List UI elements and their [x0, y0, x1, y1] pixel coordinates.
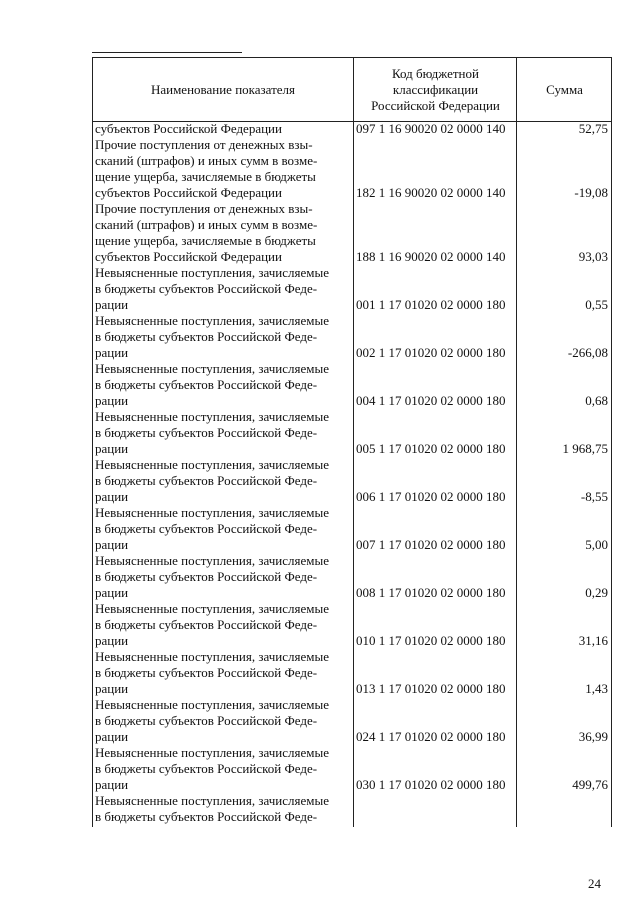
row-name [95, 121, 350, 137]
row-name-line: Невыясненные поступления, зачисляемые [95, 601, 329, 616]
row-name [95, 409, 350, 457]
table-row [93, 409, 611, 457]
row-sum: 52,75 [578, 121, 608, 136]
row-name [95, 553, 350, 601]
row-name-line: Невыясненные поступления, зачисляемые [95, 313, 329, 328]
header-code-line: Российской Федерации [371, 97, 500, 113]
table-row [93, 201, 611, 265]
row-code: 097 1 16 90020 02 0000 140 [356, 121, 506, 136]
header-code [353, 58, 517, 121]
row-sum: 1 968,75 [562, 441, 608, 456]
row-name-line: Прочие поступления от денежных взы- [95, 201, 313, 216]
row-name-line: рации [95, 633, 129, 648]
row-name-line: в бюджеты субъектов Российской Феде- [95, 665, 318, 680]
row-name-line: рации [95, 489, 129, 504]
row-name-line: Невыясненные поступления, зачисляемые [95, 457, 329, 472]
row-name-line: Невыясненные поступления, зачисляемые [95, 697, 329, 712]
row-code: 030 1 17 01020 02 0000 180 [356, 777, 506, 792]
row-sum: 0,55 [585, 297, 608, 312]
row-name-line: Прочие поступления от денежных взы- [95, 137, 313, 152]
row-sum: 5,00 [585, 537, 608, 552]
row-name-line: рации [95, 441, 129, 456]
page-number: 24 [588, 876, 601, 891]
row-name-line: Невыясненные поступления, зачисляемые [95, 265, 329, 280]
row-code: 001 1 17 01020 02 0000 180 [356, 297, 506, 312]
row-code: 002 1 17 01020 02 0000 180 [356, 345, 506, 360]
table-header [93, 57, 611, 122]
row-name-line: Невыясненные поступления, зачисляемые [95, 553, 329, 568]
row-code: 188 1 16 90020 02 0000 140 [356, 249, 506, 264]
row-sum: 93,03 [578, 249, 608, 264]
row-name [95, 265, 350, 313]
row-code: 007 1 17 01020 02 0000 180 [356, 537, 506, 552]
row-name-line: в бюджеты субъектов Российской Феде- [95, 281, 318, 296]
row-name-line: рации [95, 297, 129, 312]
row-name-line: щение ущерба, зачисляемые в бюджеты [95, 169, 316, 184]
row-sum: -8,55 [580, 489, 608, 504]
row-sum: 499,76 [572, 777, 608, 792]
row-name-line: в бюджеты субъектов Российской Феде- [95, 329, 318, 344]
row-name-line: сканий (штрафов) и иных сумм в возме- [95, 217, 318, 232]
table-row [93, 265, 611, 313]
row-name [95, 601, 350, 649]
row-name-line: рации [95, 345, 129, 360]
row-name-line: в бюджеты субъектов Российской Феде- [95, 809, 318, 824]
row-name-line: в бюджеты субъектов Российской Феде- [95, 569, 318, 584]
header-name: Наименование показателя [150, 81, 296, 97]
row-code: 024 1 17 01020 02 0000 180 [356, 729, 506, 744]
row-name-line: Невыясненные поступления, зачисляемые [95, 409, 329, 424]
row-name-line: в бюджеты субъектов Российской Феде- [95, 377, 318, 392]
row-name [95, 137, 350, 201]
table-row [93, 793, 611, 825]
row-name [95, 505, 350, 553]
table-row [93, 505, 611, 553]
row-name-line: рации [95, 729, 129, 744]
row-name-line: в бюджеты субъектов Российской Феде- [95, 617, 318, 632]
row-sum: -266,08 [567, 345, 608, 360]
row-name-line: Невыясненные поступления, зачисляемые [95, 505, 329, 520]
row-code: 008 1 17 01020 02 0000 180 [356, 585, 506, 600]
row-name-line: в бюджеты субъектов Российской Феде- [95, 521, 318, 536]
row-name [95, 361, 350, 409]
row-name-line: рации [95, 393, 129, 408]
row-sum: 0,68 [585, 393, 608, 408]
row-sum: 36,99 [578, 729, 608, 744]
table-row [93, 745, 611, 793]
table-row [93, 553, 611, 601]
row-name [95, 201, 350, 265]
table-row [93, 649, 611, 697]
row-name-line: Невыясненные поступления, зачисляемые [95, 745, 329, 760]
row-name-line: в бюджеты субъектов Российской Феде- [95, 473, 318, 488]
row-name [95, 457, 350, 505]
row-sum: 0,29 [585, 585, 608, 600]
table-row [93, 137, 611, 201]
header-sum: Сумма [516, 58, 612, 121]
table-row [93, 121, 611, 137]
header-code-line: Код бюджетной [392, 65, 479, 81]
table-row [93, 457, 611, 505]
row-sum: -19,08 [574, 185, 608, 200]
row-name-line: рации [95, 777, 129, 792]
row-name-line: Невыясненные поступления, зачисляемые [95, 649, 329, 664]
top-rule [92, 52, 242, 53]
row-code: 010 1 17 01020 02 0000 180 [356, 633, 506, 648]
row-code: 004 1 17 01020 02 0000 180 [356, 393, 506, 408]
row-name [95, 793, 350, 825]
row-name [95, 697, 350, 745]
row-code: 182 1 16 90020 02 0000 140 [356, 185, 506, 200]
row-sum: 31,16 [578, 633, 608, 648]
row-name [95, 313, 350, 361]
row-name-line: субъектов Российской Федерации [95, 249, 282, 264]
row-name [95, 745, 350, 793]
table-row [93, 361, 611, 409]
row-code: 013 1 17 01020 02 0000 180 [356, 681, 506, 696]
row-name-line: Невыясненные поступления, зачисляемые [95, 361, 329, 376]
row-name-line: Невыясненные поступления, зачисляемые [95, 793, 329, 808]
row-name [95, 649, 350, 697]
budget-table [92, 57, 612, 827]
table-row [93, 313, 611, 361]
row-name-line: субъектов Российской Федерации [95, 185, 282, 200]
row-name-line: в бюджеты субъектов Российской Феде- [95, 713, 318, 728]
row-name-line: рации [95, 537, 129, 552]
row-name-line: щение ущерба, зачисляемые в бюджеты [95, 233, 316, 248]
row-name-line: субъектов Российской Федерации [95, 121, 282, 136]
row-name-line: рации [95, 681, 129, 696]
header-code-line: классификации [392, 81, 479, 97]
row-name-line: сканий (штрафов) и иных сумм в возме- [95, 153, 318, 168]
row-code: 005 1 17 01020 02 0000 180 [356, 441, 506, 456]
row-name-line: в бюджеты субъектов Российской Феде- [95, 761, 318, 776]
row-name-line: рации [95, 585, 129, 600]
row-code: 006 1 17 01020 02 0000 180 [356, 489, 506, 504]
row-name-line: в бюджеты субъектов Российской Феде- [95, 425, 318, 440]
table-row [93, 601, 611, 649]
table-row [93, 697, 611, 745]
row-sum: 1,43 [585, 681, 608, 696]
